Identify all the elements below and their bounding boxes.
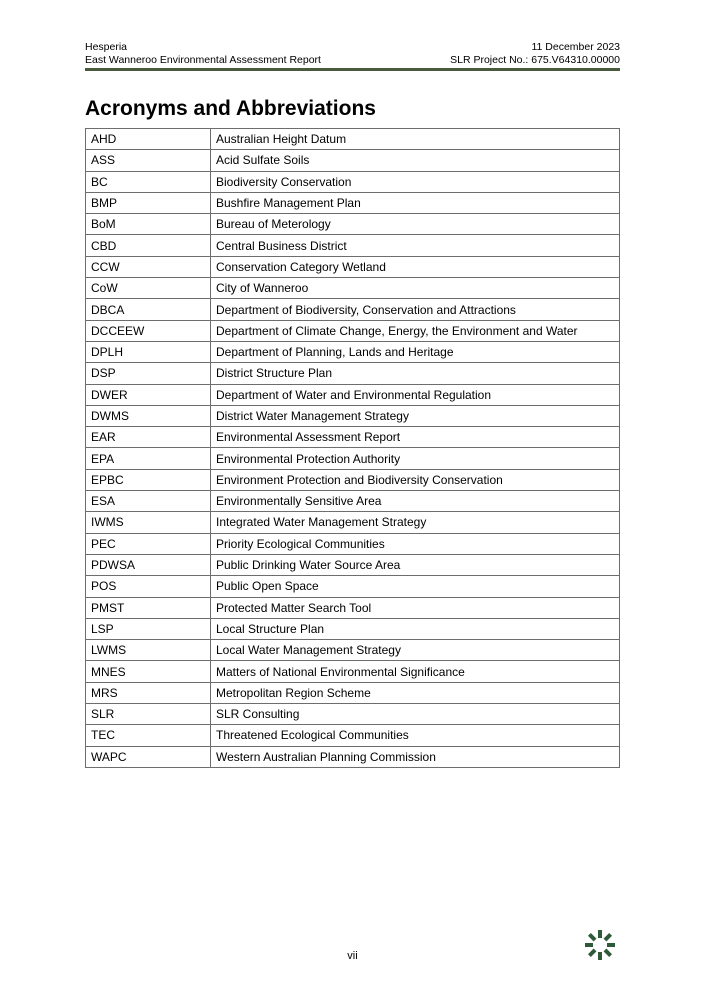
acronym-cell: MRS (86, 682, 211, 703)
acronym-cell: ESA (86, 491, 211, 512)
definition-cell: Threatened Ecological Communities (211, 725, 620, 746)
header-company: Hesperia (85, 41, 128, 53)
definition-cell: Public Open Space (211, 576, 620, 597)
table-row (86, 491, 620, 512)
definition-cell: Western Australian Planning Commission (211, 746, 620, 767)
acronym-cell: MNES (86, 661, 211, 682)
acronym-cell: SLR (86, 704, 211, 725)
definition-cell: Local Structure Plan (211, 618, 620, 639)
definition-cell: Environmentally Sensitive Area (211, 491, 620, 512)
definition-cell: District Structure Plan (211, 363, 620, 384)
acronyms-table (85, 128, 620, 768)
acronym-cell: DWER (86, 384, 211, 405)
table-row (86, 129, 620, 150)
definition-cell: Environmental Assessment Report (211, 427, 620, 448)
table-row (86, 554, 620, 575)
definition-cell: Protected Matter Search Tool (211, 597, 620, 618)
definition-cell: Department of Climate Change, Energy, the Environment and Water (211, 320, 620, 341)
acronym-cell: PDWSA (86, 554, 211, 575)
header-report-title: East Wanneroo Environmental Assessment Report (85, 54, 321, 66)
acronym-cell: ASS (86, 150, 211, 171)
acronym-cell: AHD (86, 129, 211, 150)
table-row (86, 682, 620, 703)
table-row (86, 278, 620, 299)
table-row (86, 746, 620, 767)
header-project-number: SLR Project No.: 675.V64310.00000 (450, 54, 620, 66)
acronym-cell: DCCEEW (86, 320, 211, 341)
table-row (86, 427, 620, 448)
acronym-cell: BoM (86, 214, 211, 235)
acronym-cell: BMP (86, 192, 211, 213)
table-row (86, 384, 620, 405)
table-row (86, 363, 620, 384)
definition-cell: Local Water Management Strategy (211, 640, 620, 661)
table-row (86, 448, 620, 469)
table-row (86, 235, 620, 256)
table-row (86, 214, 620, 235)
acronym-cell: DBCA (86, 299, 211, 320)
table-row (86, 256, 620, 277)
header-divider (85, 68, 620, 71)
acronym-cell: DWMS (86, 405, 211, 426)
table-row (86, 320, 620, 341)
acronym-cell: PEC (86, 533, 211, 554)
definition-cell: Matters of National Environmental Significance (211, 661, 620, 682)
acronym-cell: TEC (86, 725, 211, 746)
definition-cell: Conservation Category Wetland (211, 256, 620, 277)
header-left (85, 41, 321, 67)
acronym-cell: BC (86, 171, 211, 192)
table-row (86, 704, 620, 725)
acronym-cell: POS (86, 576, 211, 597)
definition-cell: Central Business District (211, 235, 620, 256)
definition-cell: Priority Ecological Communities (211, 533, 620, 554)
header-date: 11 December 2023 (531, 41, 620, 53)
table-row (86, 171, 620, 192)
acronym-cell: CCW (86, 256, 211, 277)
definition-cell: Department of Water and Environmental Regulation (211, 384, 620, 405)
definition-cell: Acid Sulfate Soils (211, 150, 620, 171)
definition-cell: Environmental Protection Authority (211, 448, 620, 469)
header-right (450, 41, 620, 67)
definition-cell: Australian Height Datum (211, 129, 620, 150)
table-row (86, 640, 620, 661)
table-row (86, 725, 620, 746)
acronym-cell: PMST (86, 597, 211, 618)
definition-cell: Department of Biodiversity, Conservation and Attractions (211, 299, 620, 320)
table-row (86, 618, 620, 639)
acronym-cell: WAPC (86, 746, 211, 767)
definition-cell: Biodiversity Conservation (211, 171, 620, 192)
definition-cell: Integrated Water Management Strategy (211, 512, 620, 533)
definition-cell: SLR Consulting (211, 704, 620, 725)
definition-cell: Department of Planning, Lands and Heritage (211, 341, 620, 362)
acronym-cell: EAR (86, 427, 211, 448)
acronyms-table-body (86, 129, 620, 768)
acronym-cell: LSP (86, 618, 211, 639)
table-row (86, 597, 620, 618)
table-row (86, 661, 620, 682)
definition-cell: Bureau of Meterology (211, 214, 620, 235)
definition-cell: Environment Protection and Biodiversity Conservation (211, 469, 620, 490)
acronym-cell: DPLH (86, 341, 211, 362)
acronym-cell: CoW (86, 278, 211, 299)
acronym-cell: LWMS (86, 640, 211, 661)
definition-cell: District Water Management Strategy (211, 405, 620, 426)
acronym-cell: IWMS (86, 512, 211, 533)
table-row (86, 192, 620, 213)
acronym-cell: EPA (86, 448, 211, 469)
table-row (86, 469, 620, 490)
definition-cell: Metropolitan Region Scheme (211, 682, 620, 703)
page-title: Acronyms and Abbreviations (85, 97, 376, 120)
table-row (86, 150, 620, 171)
acronym-cell: CBD (86, 235, 211, 256)
definition-cell: City of Wanneroo (211, 278, 620, 299)
table-row (86, 576, 620, 597)
table-row (86, 341, 620, 362)
slr-logo-icon (584, 929, 616, 961)
definition-cell: Bushfire Management Plan (211, 192, 620, 213)
table-row (86, 405, 620, 426)
table-row (86, 512, 620, 533)
table-row (86, 299, 620, 320)
table-row (86, 533, 620, 554)
page-number: vii (347, 950, 358, 962)
acronym-cell: DSP (86, 363, 211, 384)
acronym-cell: EPBC (86, 469, 211, 490)
definition-cell: Public Drinking Water Source Area (211, 554, 620, 575)
